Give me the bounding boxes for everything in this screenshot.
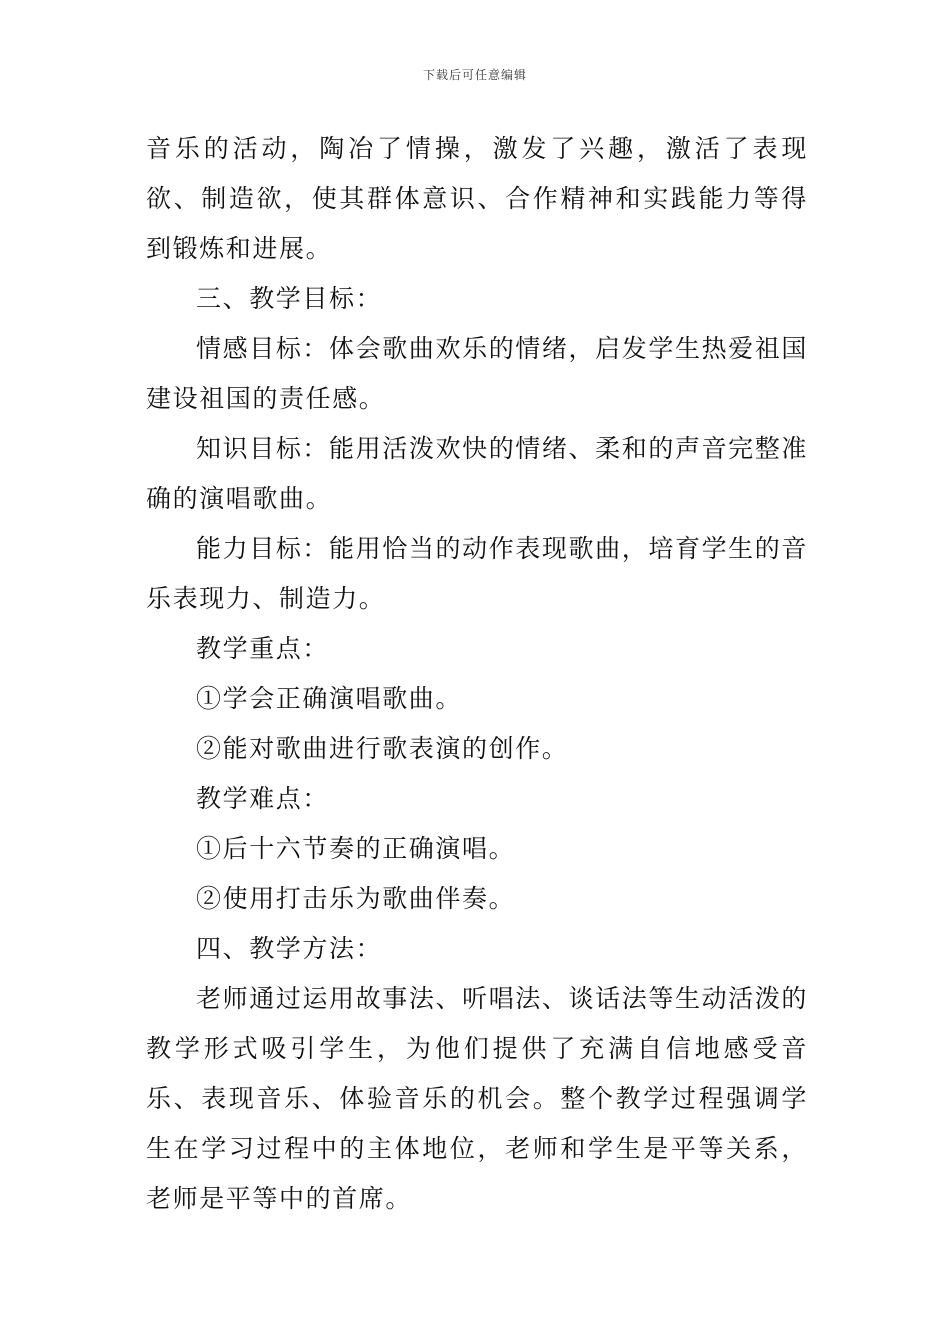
section-heading-methods: 四、教学方法：: [196, 934, 383, 963]
paragraph-methods: 老师通过运用故事法、听唱法、谈话法等生动活泼的教学形式吸引学生，为他们提供了充满自信地感受音乐、表现音乐、体验音乐的机会。整个教学过程强调学生在学习过程中的主体地位，老师和学生是平等关系，老师是平等中的首席。: [146, 984, 808, 1213]
paragraph-continuation: 音乐的活动，陶冶了情操，激发了兴趣，激活了表现欲、制造欲，使其群体意识、合作精神和实践能力等得到锻炼和进展。: [146, 134, 808, 263]
document-body: [146, 124, 808, 1224]
page-header-note: 下载后可任意编辑: [422, 68, 527, 82]
list-item-key-point-1: ①学会正确演唱歌曲。: [196, 684, 463, 713]
subheading-difficulties: 教学难点：: [196, 784, 330, 813]
paragraph-knowledge-goal: 知识目标：能用活泼欢快的情绪、柔和的声音完整准确的演唱歌曲。: [146, 434, 808, 513]
paragraph-ability-goal: 能力目标：能用恰当的动作表现歌曲，培育学生的音乐表现力、制造力。: [146, 534, 808, 613]
section-heading-objectives: 三、教学目标：: [196, 284, 383, 313]
list-item-key-point-2: ②能对歌曲进行歌表演的创作。: [196, 734, 569, 763]
list-item-difficulty-2: ②使用打击乐为歌曲伴奏。: [196, 884, 516, 913]
paragraph-emotional-goal: 情感目标：体会歌曲欢乐的情绪，启发学生热爱祖国建设祖国的责任感。: [146, 334, 808, 413]
list-item-difficulty-1: ①后十六节奏的正确演唱。: [196, 834, 516, 863]
subheading-key-points: 教学重点：: [196, 634, 330, 663]
